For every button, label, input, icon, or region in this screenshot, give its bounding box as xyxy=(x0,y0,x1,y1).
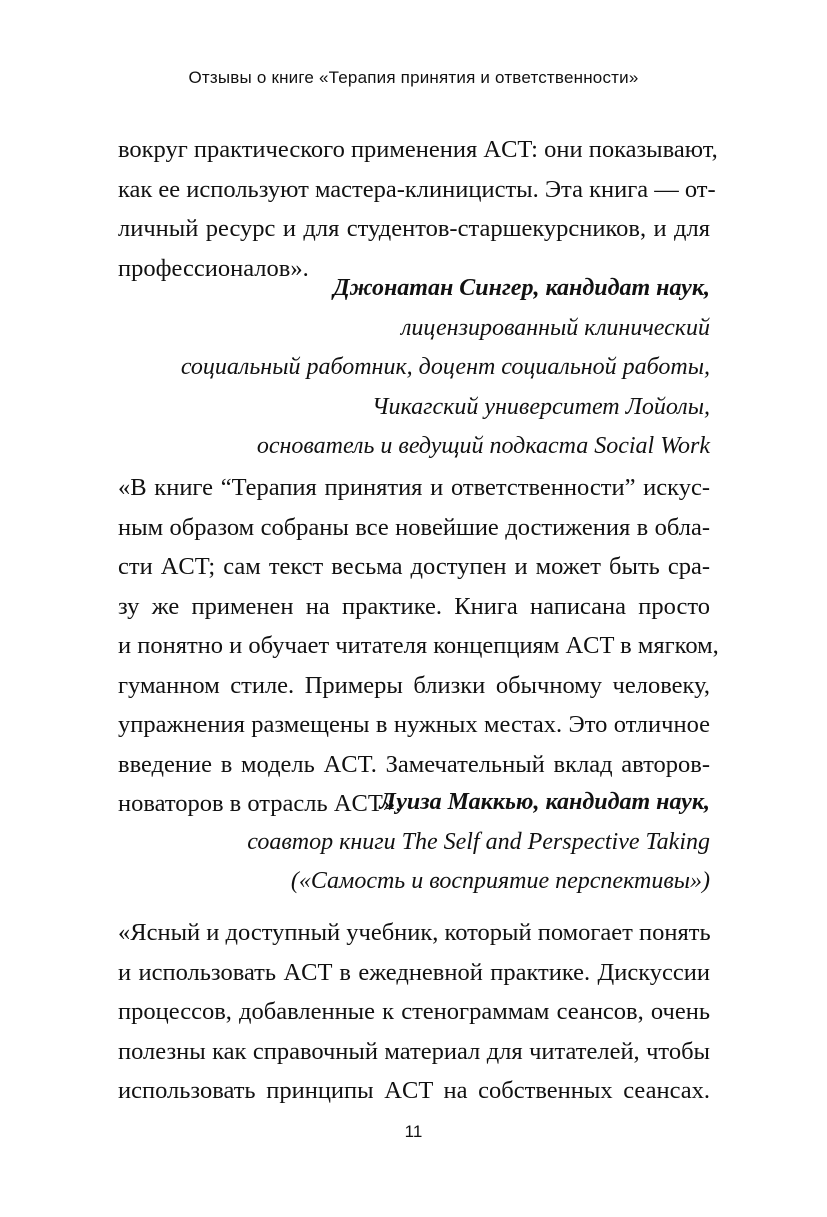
attribution-author: Луиза Маккью, кандидат наук, xyxy=(379,789,710,815)
text-line: профессионалов». xyxy=(118,254,309,282)
quote-1-attribution xyxy=(118,269,710,467)
quote-3-text xyxy=(118,913,710,1111)
attribution-author: Джонатан Сингер, кандидат наук, xyxy=(333,275,710,301)
text-line: «Ясный и доступный учебник, который помогает понять xyxy=(118,919,711,946)
text-line: зу же применен на практике. Книга написана просто xyxy=(118,592,710,620)
text-line: личный ресурс и для студентов-старшекурсников, и для xyxy=(118,215,710,242)
attribution-line: основатель и ведущий подкаста Social Work xyxy=(256,433,710,459)
text-line: процессов, добавленные к стенограммам сеансов, очень xyxy=(118,998,710,1025)
attribution-line: лицензированный клинический xyxy=(400,314,710,341)
text-line: гуманном стиле. Примеры близки обычному человеку, xyxy=(118,671,710,699)
text-line: сти ACT; сам текст весьма доступен и может быть сра- xyxy=(118,553,710,580)
text-line: ным образом собраны все новейшие достижения в обла- xyxy=(118,513,710,541)
quote-1-paragraph xyxy=(118,130,718,288)
running-head: Отзывы о книге «Терапия принятия и ответственности» xyxy=(188,68,639,87)
quote-2-text xyxy=(118,468,719,824)
attribution-line: соавтор книги The Self and Perspective Taking xyxy=(247,828,710,855)
attribution-line: социальный работник, доцент социальной работы, xyxy=(180,354,710,380)
quote-3-paragraph xyxy=(118,913,710,1111)
text-line: использовать принципы ACT на собственных сеансах. xyxy=(118,1077,710,1104)
quote-2-paragraph xyxy=(118,468,719,824)
text-line: «В книге “Терапия принятия и ответственности” искус- xyxy=(118,474,710,501)
text-line: и понятно и обучает читателя концепциям ACT в мягком, xyxy=(118,632,719,659)
quote-1-text xyxy=(118,130,718,288)
quote-2-attribution xyxy=(118,783,710,902)
text-line: новаторов в отрасль ACT». xyxy=(118,790,402,817)
text-line: как ее используют мастера-клиницисты. Эта книга — от- xyxy=(118,175,716,203)
text-line: полезны как справочный материал для читателей, чтобы xyxy=(118,1037,710,1065)
text-line: и использовать ACT в ежедневной практике. Дискуссии xyxy=(118,958,710,986)
text-line: введение в модель ACT. Замечательный вклад авторов- xyxy=(118,750,710,778)
attribution-line: («Самость и восприятие перспективы») xyxy=(290,868,710,894)
text-line: упражнения размещены в нужных местах. Это отличное xyxy=(118,711,710,738)
attribution-line: Чикагский университет Лойолы, xyxy=(371,393,710,420)
page-number: 11 xyxy=(404,1122,423,1141)
text-line: вокруг практического применения ACT: они показывают, xyxy=(118,136,718,163)
